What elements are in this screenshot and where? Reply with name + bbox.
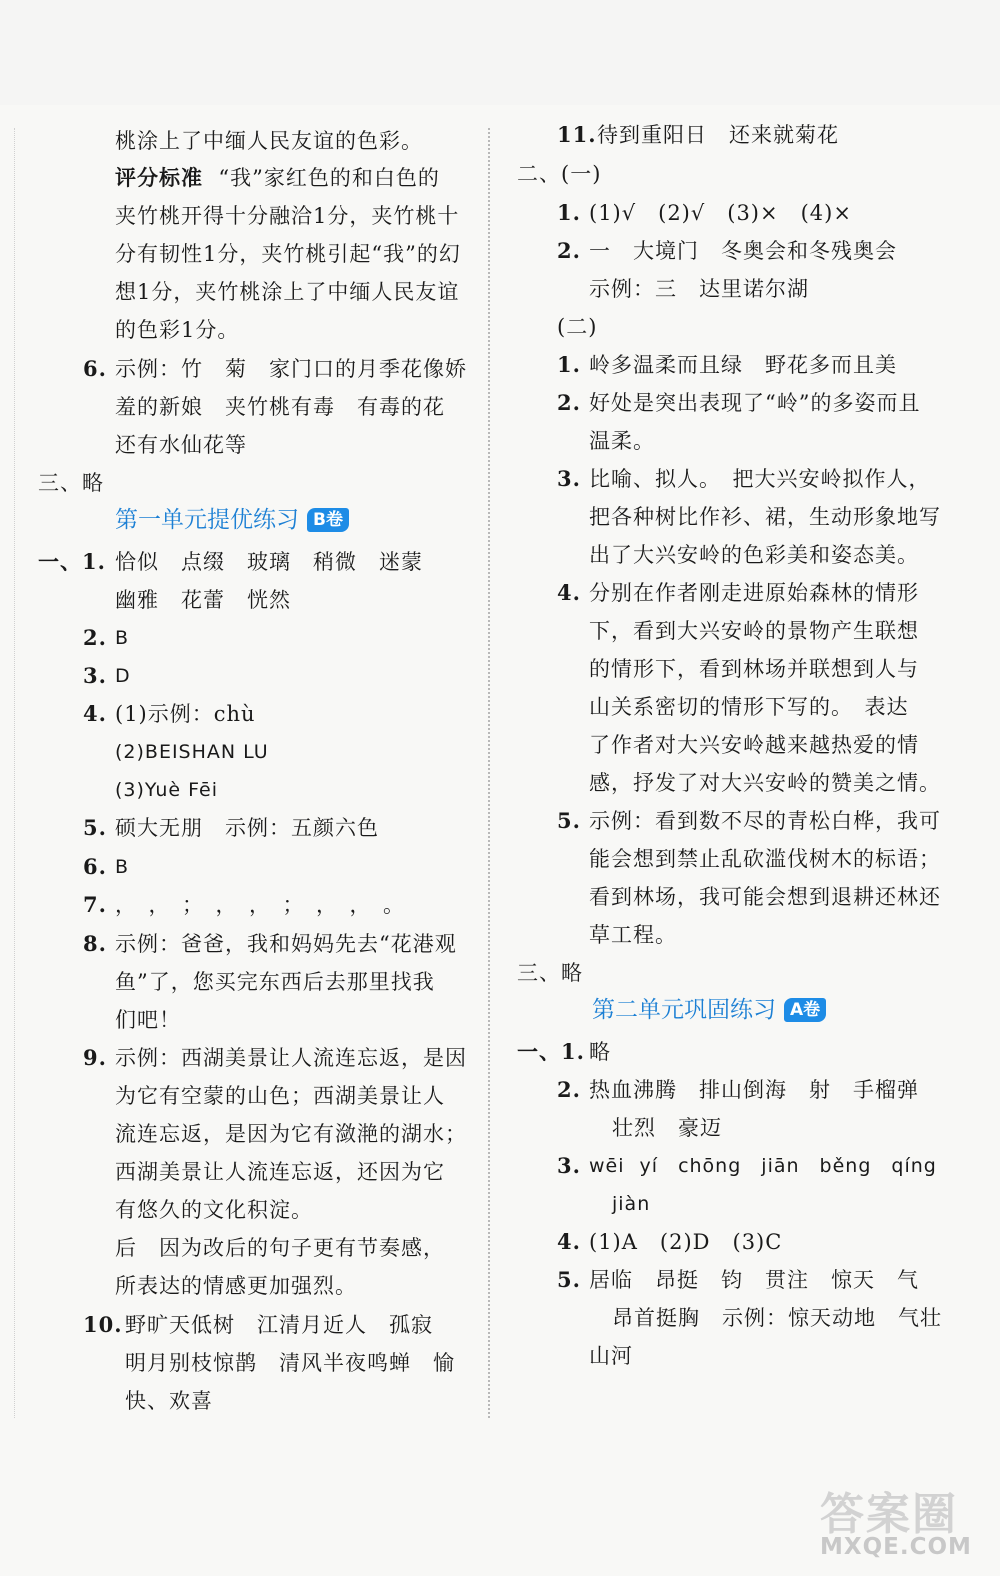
- text-line: 想1分，夹竹桃涂上了中缅人民友谊: [115, 280, 460, 304]
- answer-line: 鱼”了，您买完东西后去那里找我: [115, 970, 435, 994]
- question-number: 2.: [557, 238, 581, 263]
- answer-line: 温柔。: [589, 429, 655, 453]
- answer-line: 一 大境门 冬奥会和冬残奥会: [589, 239, 897, 263]
- column-divider: [488, 128, 490, 1418]
- answer-line: 居临 昂挺 钧 贯注 惊天 气: [589, 1268, 919, 1292]
- answer-line: (1)√ (2)√ (3)× (4)×: [589, 201, 852, 225]
- answer-line: 待到重阳日 还来就菊花: [597, 123, 839, 147]
- question-number: 7.: [83, 892, 107, 917]
- answer-line: 看到林场，我可能会想到退耕还林还: [589, 885, 941, 909]
- answer-line: 了作者对大兴安岭越来越热爱的情: [589, 733, 919, 757]
- question-number: 2.: [557, 390, 581, 415]
- answer-line: 示例：三 达里诺尔湖: [589, 277, 809, 301]
- answer-line: 有悠久的文化积淀。: [115, 1198, 313, 1222]
- answer-line: wēi yí chōng jiān běng qíng: [589, 1155, 937, 1177]
- answer-line: 后 因为改后的句子更有节奏感，: [115, 1236, 445, 1260]
- answer-line: 岭多温柔而且绿 野花多而且美: [589, 353, 897, 377]
- level-badge: B卷: [307, 508, 349, 532]
- answer-line: 出了大兴安岭的色彩美和姿态美。: [589, 543, 919, 567]
- answer-line: ， ， ； ， ， ； ， ， 。: [115, 893, 405, 917]
- section-heading: 二、(一): [517, 162, 602, 186]
- answer-line: 下，看到大兴安岭的景物产生联想: [589, 619, 919, 643]
- answer-line: 示例：西湖美景让人流连忘返，是因: [115, 1046, 467, 1070]
- scoring-label: 评分标准: [115, 166, 203, 190]
- question-number: 8.: [83, 931, 107, 956]
- answer-line: 幽雅 花蕾 恍然: [115, 588, 291, 612]
- question-number: 1.: [557, 200, 581, 225]
- answer-line: 还有水仙花等: [115, 433, 247, 457]
- watermark-url: MXQE.COM: [820, 1534, 972, 1560]
- answer-line: 草工程。: [589, 923, 677, 947]
- scoring-text: “我”家红色的和白色的: [218, 166, 440, 190]
- question-number: 5.: [557, 1267, 581, 1292]
- answer-line: 流连忘返，是因为它有潋滟的湖水；: [115, 1122, 467, 1146]
- answer-line: 好处是突出表现了“岭”的多姿而且: [589, 391, 921, 415]
- text-line: 桃涂上了中缅人民友谊的色彩。: [115, 129, 423, 153]
- text-line: 夹竹桃开得十分融洽1分，夹竹桃十: [115, 204, 460, 228]
- question-number: 10.: [83, 1312, 123, 1337]
- question-number: 4.: [83, 701, 107, 726]
- answer-line: 山关系密切的情形下写的。 表达: [589, 695, 909, 719]
- answer-line: (3)Yuè Fēi: [115, 779, 218, 801]
- question-number: 4.: [557, 580, 581, 605]
- level-badge: A卷: [784, 998, 826, 1022]
- answer-line: 野旷天低树 江清月近人 孤寂: [125, 1313, 433, 1337]
- question-number: 6.: [83, 854, 107, 879]
- section-heading: 三、略: [38, 471, 104, 495]
- answer-line: 快、欢喜: [125, 1389, 213, 1413]
- answer-line: 略: [589, 1040, 611, 1064]
- answer-line: 西湖美景让人流连忘返，还因为它: [115, 1160, 445, 1184]
- answer-line: 能会想到禁止乱砍滥伐树木的标语；: [589, 847, 941, 871]
- question-number: 9.: [83, 1045, 107, 1070]
- answer-line: 明月别枝惊鹊 清风半夜鸣蝉 愉: [125, 1351, 455, 1375]
- question-number: 4.: [557, 1229, 581, 1254]
- question-number: 5.: [557, 808, 581, 833]
- answer-line: 热血沸腾 排山倒海 射 手榴弹: [589, 1078, 919, 1102]
- answer-line: 为它有空蒙的山色；西湖美景让人: [115, 1084, 445, 1108]
- answer-line: 们吧！: [115, 1008, 181, 1032]
- answer-line: 感，抒发了对大兴安岭的赞美之情。: [589, 771, 941, 795]
- question-number: 一、1.: [517, 1039, 585, 1064]
- answer-line: 山河: [589, 1344, 633, 1368]
- section-heading: 三、略: [517, 961, 583, 985]
- question-number: 3.: [557, 466, 581, 491]
- answer-line: 把各种树比作衫、裙，生动形象地写: [589, 505, 941, 529]
- answer-line: (1)示例：chù: [115, 702, 256, 726]
- question-number: 3.: [83, 663, 107, 688]
- answer-line: B: [115, 627, 130, 649]
- answer-line: 昂首挺胸 示例：惊天动地 气壮: [612, 1306, 942, 1330]
- answer-line: (1)A (2)D (3)C: [589, 1230, 783, 1254]
- answer-line: D: [115, 665, 131, 687]
- question-number: 1.: [557, 352, 581, 377]
- answer-line: 分别在作者刚走进原始森林的情形: [589, 581, 919, 605]
- question-number: 11.: [557, 122, 597, 147]
- unit-title-text: 第一单元提优练习: [115, 507, 299, 533]
- answer-line: 恰似 点缀 玻璃 稍微 迷蒙: [115, 550, 423, 574]
- question-number: 2.: [557, 1077, 581, 1102]
- answer-line: (2)BEISHAN LU: [115, 741, 269, 763]
- answer-line: 示例：爸爸，我和妈妈先去“花港观: [115, 932, 457, 956]
- unit-title: [592, 990, 826, 1030]
- unit-title-text: 第二单元巩固练习: [592, 997, 776, 1023]
- answer-line: 比喻、拟人。 把大兴安岭拟作人，: [589, 467, 931, 491]
- answer-line: 硕大无朋 示例：五颜六色: [115, 816, 379, 840]
- page-top-margin: [0, 0, 1000, 105]
- question-number: 5.: [83, 815, 107, 840]
- answer-line: B: [115, 856, 130, 878]
- text-line: 的色彩1分。: [115, 318, 240, 342]
- answer-line: 羞的新娘 夹竹桃有毒 有毒的花: [115, 395, 445, 419]
- text-line: 分有韧性1分，夹竹桃引起“我”的幻: [115, 242, 461, 266]
- question-number: 一、1.: [38, 549, 106, 574]
- section-subheading: (二): [557, 315, 598, 339]
- scoring-line: [115, 161, 440, 195]
- question-number: 2.: [83, 625, 107, 650]
- answer-line: 所表达的情感更加强烈。: [115, 1274, 357, 1298]
- unit-title: [115, 500, 349, 540]
- site-watermark: [790, 1478, 990, 1568]
- answer-line: jiàn: [612, 1193, 651, 1215]
- watermark-logo: 答案圈: [820, 1489, 958, 1540]
- answer-line: 示例：竹 菊 家门口的月季花像娇: [115, 357, 467, 381]
- answer-line: 壮烈 豪迈: [612, 1116, 722, 1140]
- question-number: 6.: [83, 356, 107, 381]
- left-edge-rule: [14, 128, 15, 1418]
- answer-line: 示例：看到数不尽的青松白桦，我可: [589, 809, 941, 833]
- question-number: 3.: [557, 1153, 581, 1178]
- answer-line: 的情形下，看到林场并联想到人与: [589, 657, 919, 681]
